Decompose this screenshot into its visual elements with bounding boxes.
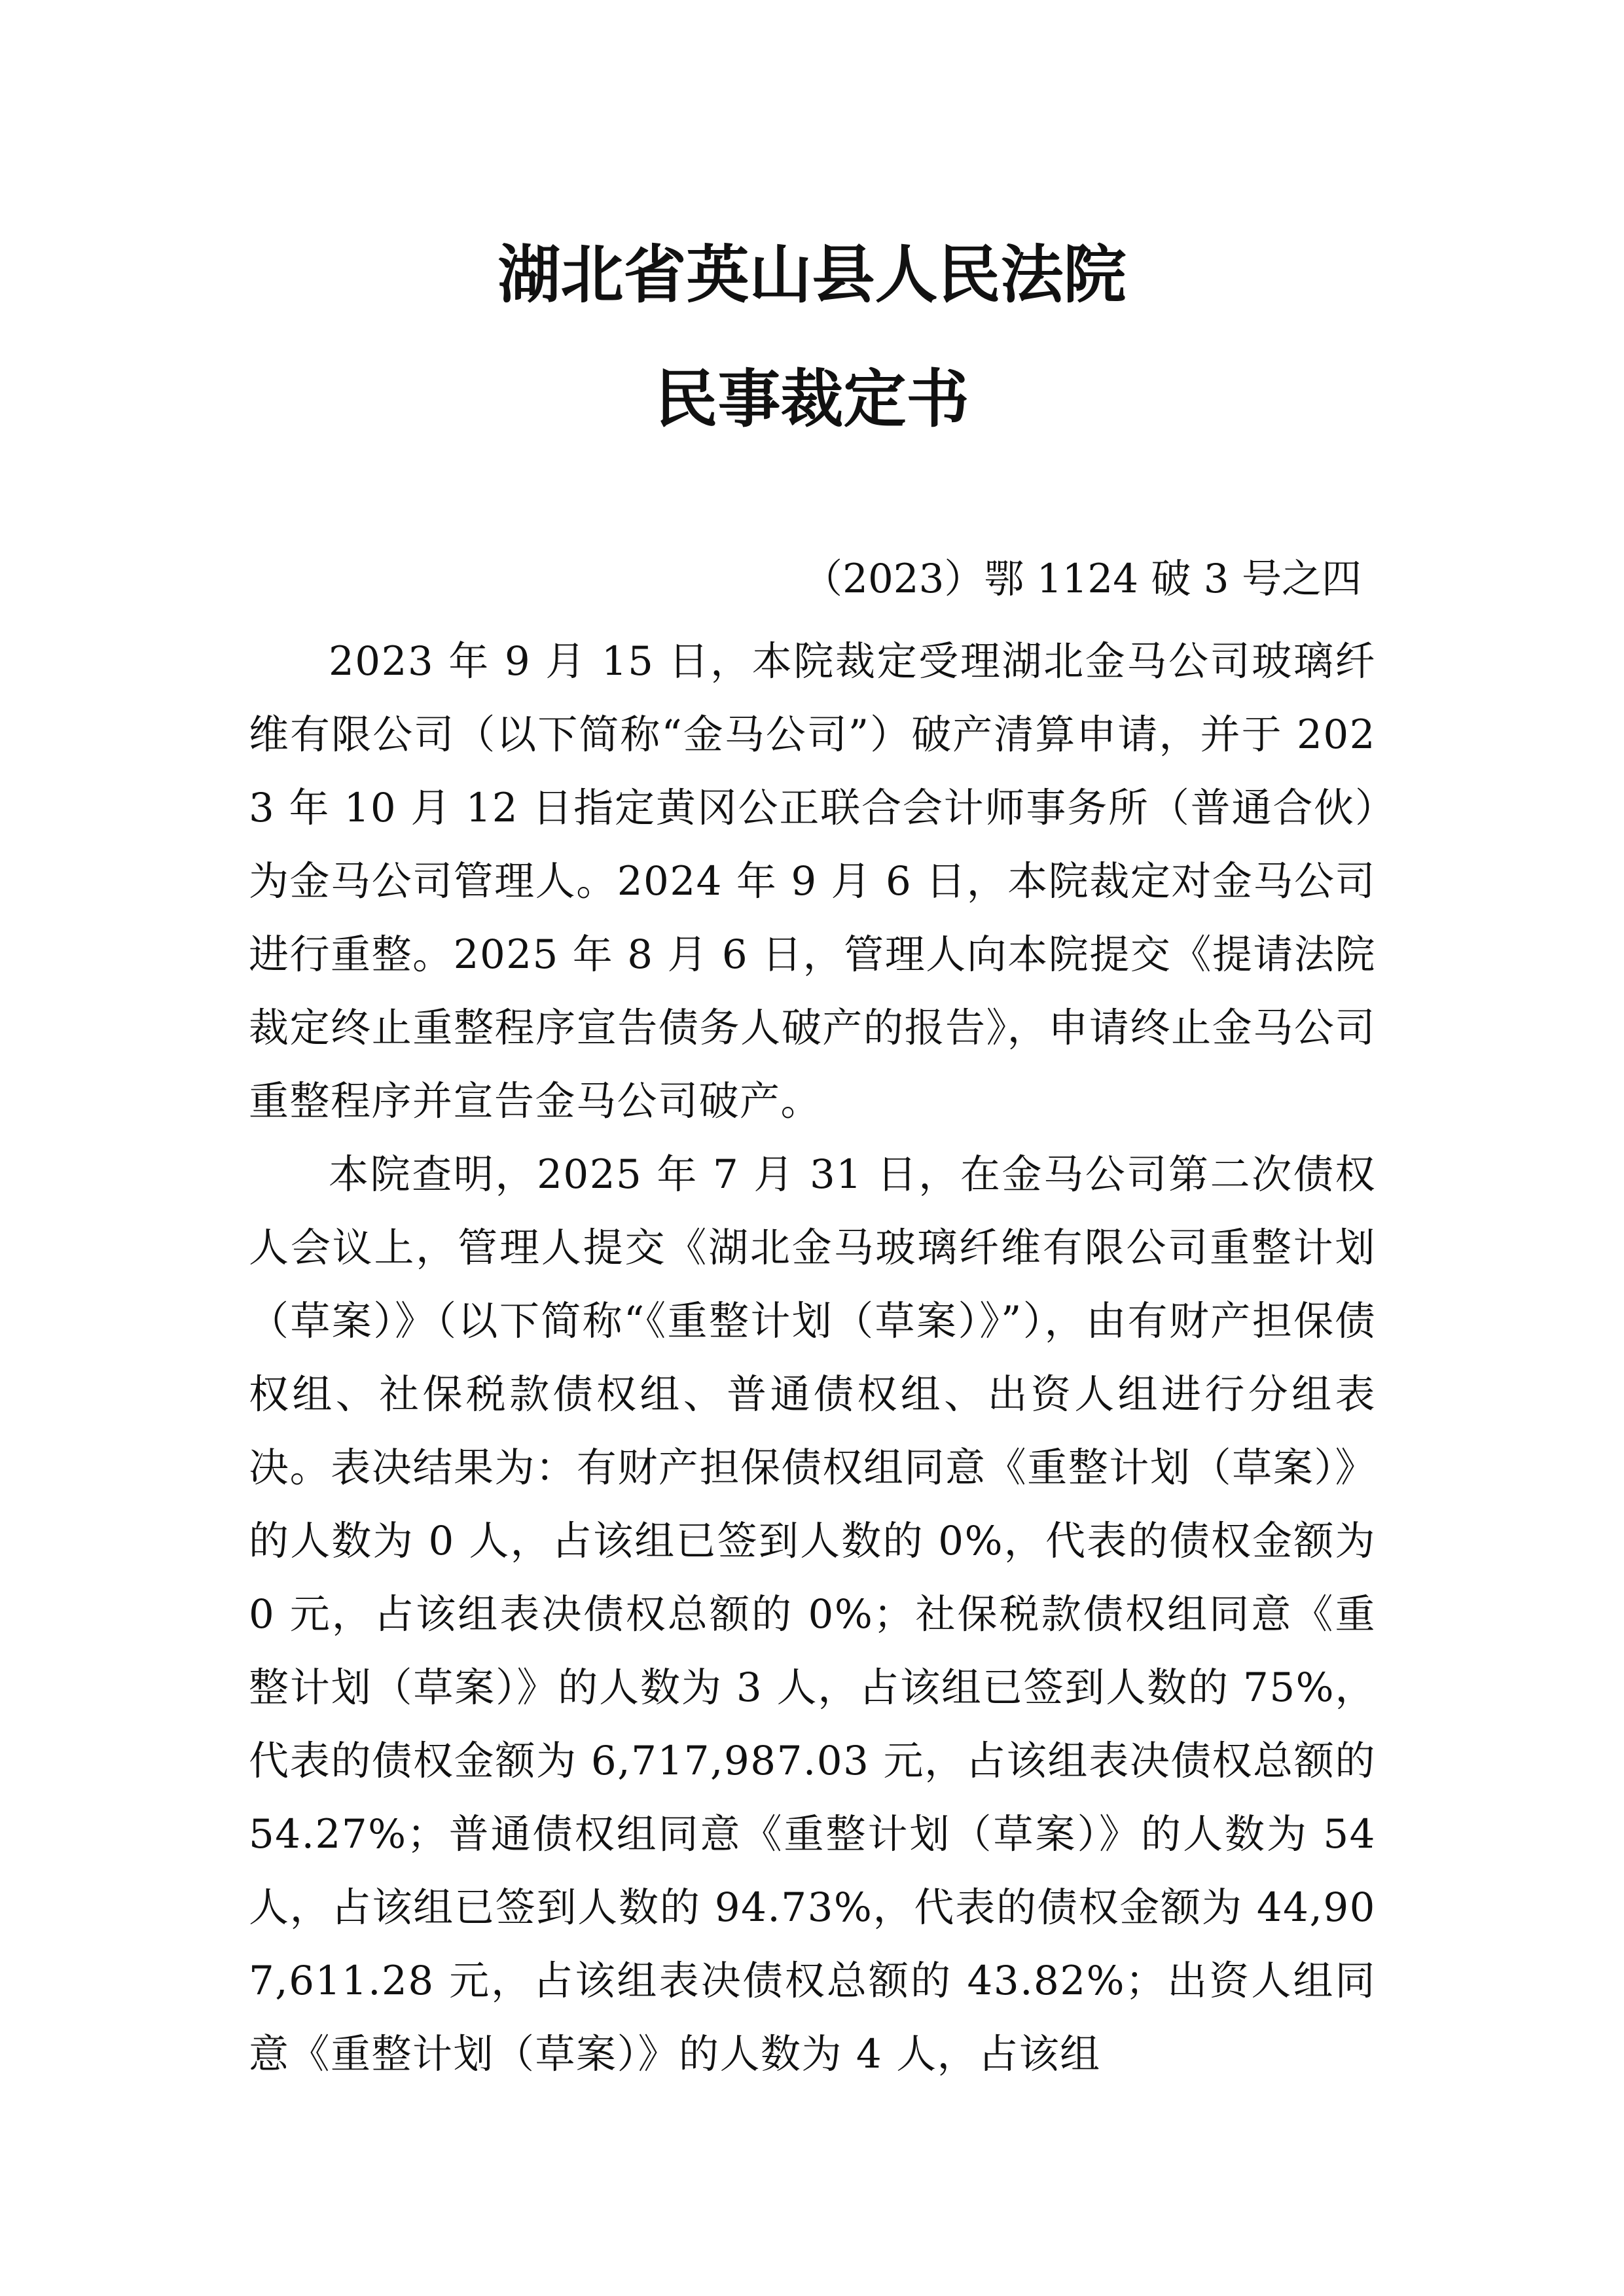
case-number: （2023）鄂 1124 破 3 号之四 (803, 556, 1362, 602)
paragraph-findings: 本院查明，2025 年 7 月 31 日，在金马公司第二次债权人会议上，管理人提交《湖北金马玻璃纤维有限公司重整计划（草案）》（以下简称“《重整计划（草案）》”），由有财产担保债权组、社保税款债权组、普通债权组、出资人组进行分组表决。表决结果为：有财产担保债权组同意《重整计划（草案）》的人数为 0 人，占该组已签到人数的 0%，代表的债权金额为 0 元，占该组表决债权总额的 0%；社保税款债权组同意《重整计划（草案）》的人数为 3 人，占该组已签到人数的 75%，代表的债权金额为 6,717,987.03 元，占该组表决债权总额的 54.27%；普通债权组同意《重整计划（草案）》的人数为 54 人，占该组已签到人数的 94.73%，代表的债权金额为 44,907,611.28 元，占该组表决债权总额的 43.82%；出资人组同意《重整计划（草案）》的人数为 4 人，占该组 (249, 1151, 1376, 2077)
court-title: 湖北省英山县人民法院 (497, 238, 1127, 312)
document-type-title: 民事裁定书 (655, 363, 969, 436)
paragraph-acceptance: 2023 年 9 月 15 日，本院裁定受理湖北金马公司玻璃纤维有限公司（以下简称“金马公司”）破产清算申请，并于 2023 年 10 月 12 日指定黄冈公正联合会计师事务所（普通合伙）为金马公司管理人。2024 年 9 月 6 日，本院裁定对金马公司进行重整。2025 年 8 月 6 日，管理人向本院提交《提请法院裁定终止重整程序宣告债务人破产的报告》，申请终止金马公司重整程序并宣告金马公司破产。 (249, 638, 1376, 1124)
document-body (249, 625, 1376, 2091)
